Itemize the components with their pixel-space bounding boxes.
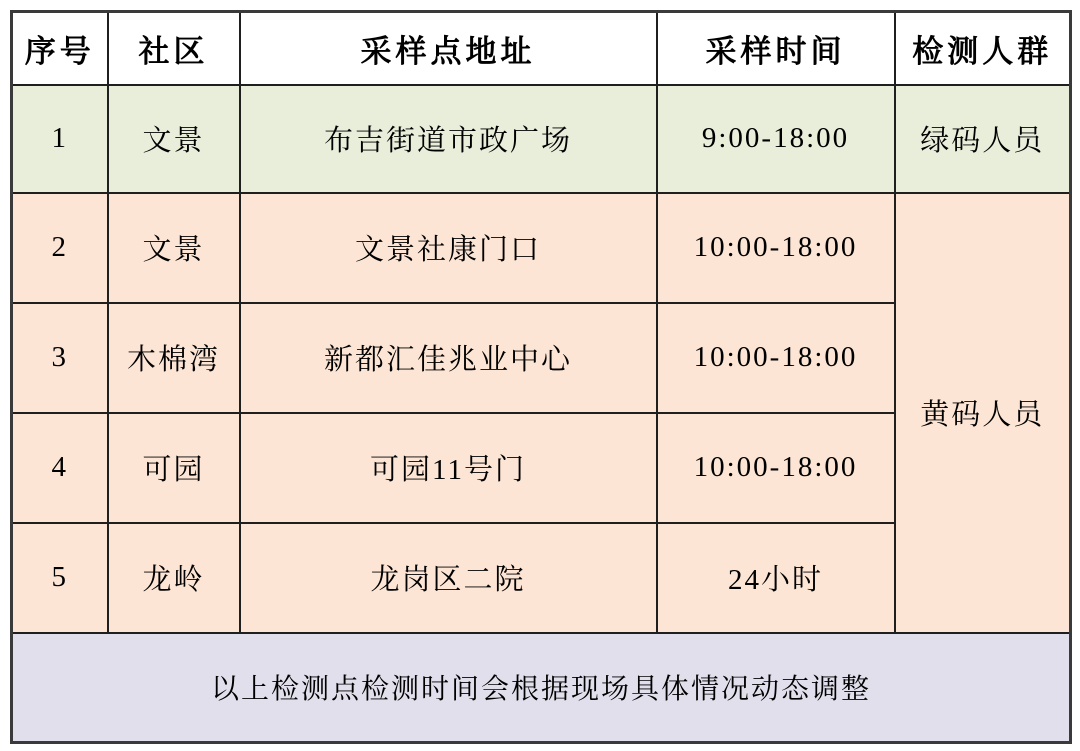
table-footer-row: [12, 633, 1071, 743]
cell-time: 10:00-18:00: [657, 303, 895, 413]
header-community: 社区: [108, 12, 240, 85]
cell-time: 10:00-18:00: [657, 193, 895, 303]
cell-address: 可园11号门: [240, 413, 657, 523]
cell-time: 24小时: [657, 523, 895, 633]
cell-community: 文景: [108, 85, 240, 193]
cell-address: 文景社康门口: [240, 193, 657, 303]
header-seq: 序号: [12, 12, 108, 85]
cell-community: 文景: [108, 193, 240, 303]
cell-time: 9:00-18:00: [657, 85, 895, 193]
sampling-sites-table: [10, 10, 1072, 744]
cell-group: 绿码人员: [895, 85, 1071, 193]
footer-note-cell: 以上检测点检测时间会根据现场具体情况动态调整: [12, 633, 1071, 743]
cell-community: 可园: [108, 413, 240, 523]
cell-address: 布吉街道市政广场: [240, 85, 657, 193]
header-address: 采样点地址: [240, 12, 657, 85]
header-time: 采样时间: [657, 12, 895, 85]
cell-time: 10:00-18:00: [657, 413, 895, 523]
cell-seq: 5: [12, 523, 108, 633]
cell-community: 木棉湾: [108, 303, 240, 413]
cell-group-merged: 黄码人员: [895, 193, 1071, 633]
cell-seq: 2: [12, 193, 108, 303]
cell-address: 龙岗区二院: [240, 523, 657, 633]
table-row: [12, 193, 1071, 303]
cell-seq: 4: [12, 413, 108, 523]
cell-address: 新都汇佳兆业中心: [240, 303, 657, 413]
table-row: [12, 85, 1071, 193]
cell-seq: 3: [12, 303, 108, 413]
header-group: 检测人群: [895, 12, 1071, 85]
table-header-row: [12, 12, 1071, 85]
cell-community: 龙岭: [108, 523, 240, 633]
cell-seq: 1: [12, 85, 108, 193]
